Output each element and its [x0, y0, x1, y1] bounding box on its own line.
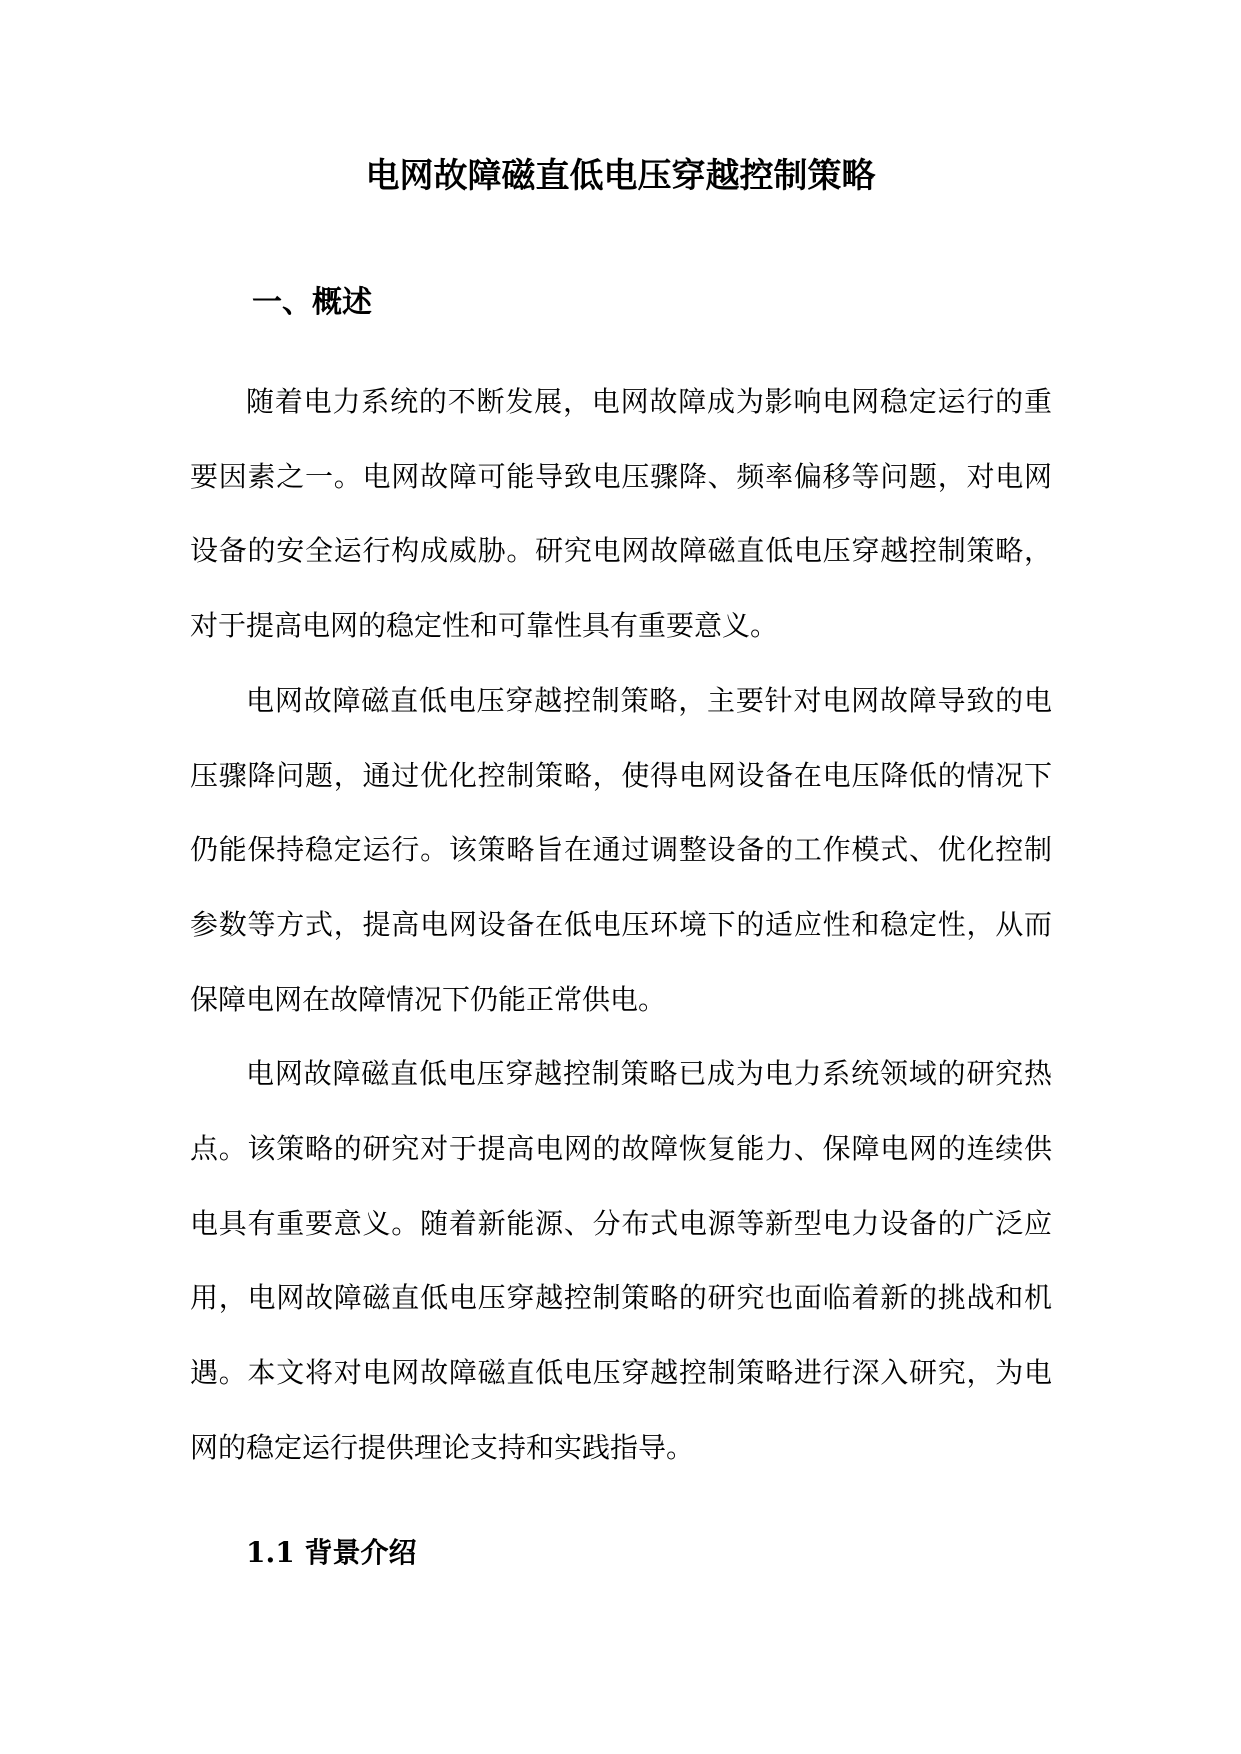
body-paragraph: 电网故障磁直低电压穿越控制策略，主要针对电网故障导致的电压骤降问题，通过优化控制策略，使得电网设备在电压降低的情况下仍能保持稳定运行。该策略旨在通过调整设备的工作模式、优化控制参数等方式，提高电网设备在低电压环境下的适应性和稳定性，从而保障电网在故障情况下仍能正常供电。 [190, 683, 1052, 1016]
section-heading-overview: 一、概述 [252, 285, 372, 320]
body-paragraph: 随着电力系统的不断发展，电网故障成为影响电网稳定运行的重要因素之一。电网故障可能导致电压骤降、频率偏移等问题，对电网设备的安全运行构成威胁。研究电网故障磁直低电压穿越控制策略，对于提高电网的稳定性和可靠性具有重要意义。 [190, 385, 1052, 643]
document-title: 电网故障磁直低电压穿越控制策略 [365, 156, 876, 196]
body-paragraph: 电网故障磁直低电压穿越控制策略已成为电力系统领域的研究热点。该策略的研究对于提高电网的故障恢复能力、保障电网的连续供电具有重要意义。随着新能源、分布式电源等新型电力设备的广泛应用，电网故障磁直低电压穿越控制策略的研究也面临着新的挑战和机遇。本文将对电网故障磁直低电压穿越控制策略进行深入研究，为电网的稳定运行提供理论支持和实践指导。 [190, 1057, 1052, 1464]
subsection-heading-background: 1.1 背景介绍 [246, 1536, 417, 1569]
document-body [190, 365, 1052, 1486]
